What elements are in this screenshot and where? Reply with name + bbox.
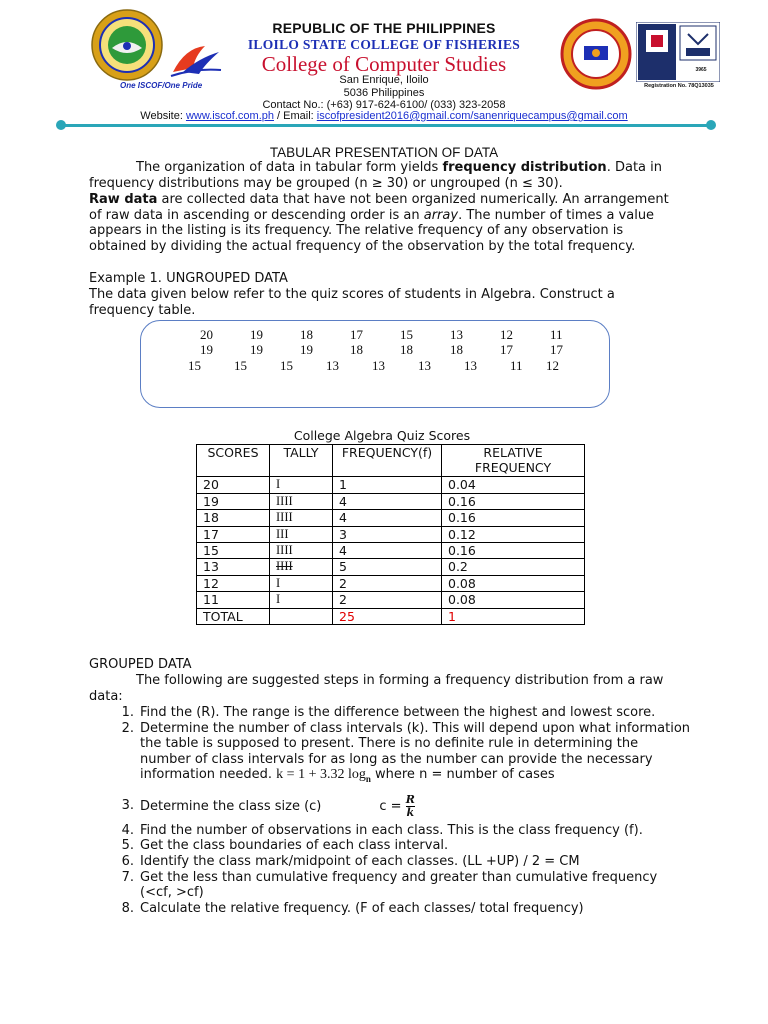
cell-score: 18 (197, 510, 270, 526)
cell-frequency: 1 (333, 477, 442, 493)
col-header-relative: RELATIVE FREQUENCY (442, 445, 585, 477)
cell-score: 13 (197, 559, 270, 575)
cell-tally: IIII (270, 559, 333, 575)
col-header-frequency: FREQUENCY(f) (333, 445, 442, 477)
raw-value: 19 (200, 342, 213, 357)
divider-dot-right (706, 120, 716, 130)
cell-tally: IIII (270, 510, 333, 526)
cell-relative: 0.2 (442, 559, 585, 575)
raw-value: 13 (464, 358, 477, 373)
cell-tally: I (270, 575, 333, 591)
raw-value: 13 (418, 358, 431, 373)
cell-score: 12 (197, 575, 270, 591)
header-divider (60, 124, 710, 127)
grouped-intro: The following are suggested steps in forming a frequency distribution from a raw data: (89, 673, 664, 704)
list-item: 1. Find the (R). The range is the difference between the highest and lowest score. (100, 705, 690, 721)
formula-k-a: k = 1 + 3.32 log (276, 767, 366, 783)
header-contact: Contact No.: (+63) 917-624-6100/ (033) 323-2058 (262, 99, 506, 111)
formula-k-b: where n = number of cases (370, 767, 555, 783)
header-republic: REPUBLIC OF THE PHILIPPINES (272, 20, 496, 36)
raw-value: 17 (550, 342, 563, 357)
raw-value: 19 (250, 342, 263, 357)
intro-p1-text-a: The organization of data in tabular form yields (136, 160, 443, 175)
page-title: TABULAR PRESENTATION OF DATA (269, 145, 499, 160)
intro-p2-bold: Raw data (89, 192, 158, 207)
list-item: 5. Get the class boundaries of each class interval. (100, 838, 690, 854)
raw-value: 18 (350, 342, 363, 357)
cell-relative: 0.08 (442, 592, 585, 608)
raw-value: 13 (450, 327, 463, 342)
cell-tally: I (270, 477, 333, 493)
cell-frequency: 4 (333, 510, 442, 526)
list-item: 7. Get the less than cumulative frequency and greater than cumulative frequency (<cf, >cf) (100, 870, 690, 901)
table-row (197, 592, 585, 608)
raw-value: 20 (200, 327, 213, 342)
cell-relative: 0.08 (442, 575, 585, 591)
raw-value: 17 (500, 342, 513, 357)
raw-value: 18 (400, 342, 413, 357)
step-text: Get the class boundaries of each class interval. (140, 838, 449, 854)
raw-value: 19 (300, 342, 313, 357)
table-row (197, 477, 585, 493)
header-address1: San Enrique, Iloilo (339, 74, 429, 86)
divider-dot-left (56, 120, 66, 130)
intro-p1-text-b: . Data in frequency distributions may be grouped (n ≥ 30) or ungrouped (n ≤ 30). (89, 160, 662, 191)
cell-frequency: 2 (333, 575, 442, 591)
intro-p1-bold: frequency distribution (442, 160, 607, 175)
table-caption: College Algebra Quiz Scores (293, 428, 471, 443)
table-row (197, 559, 585, 575)
raw-value: 15 (188, 358, 201, 373)
cell-total-label: TOTAL (197, 608, 270, 624)
raw-row-2 (200, 342, 580, 358)
step-text: Find the (R). The range is the difference between the highest and lowest score. (140, 705, 656, 720)
slogan-text: One ISCOF/One Pride (120, 81, 203, 90)
cell-frequency: 2 (333, 592, 442, 608)
email-link[interactable]: iscofpresident2016@gmail.com/sanenriquecampus@gmail.com (316, 110, 628, 122)
step-text: Determine the number of class intervals (k). This will depend upon what information the table is supposed to present. There is no definite rule in determining the number of class intervals for as long as the number can provide the necessary information needed. (140, 720, 691, 783)
raw-value: 12 (500, 327, 513, 342)
cell-relative: 0.16 (442, 542, 585, 558)
raw-value: 13 (372, 358, 385, 373)
cell-score: 11 (197, 592, 270, 608)
list-item: 8. Calculate the relative frequency. (F of each classes/ total frequency) (100, 901, 690, 917)
grouped-heading: GROUPED DATA (89, 657, 192, 672)
list-item: 4. Find the number of observations in each class. This is the class frequency (f). (100, 823, 690, 839)
frequency-table (196, 444, 585, 625)
example-text: The data given below refer to the quiz scores of students in Algebra. Construct a frequency table. (89, 287, 615, 318)
website-label: Website: (140, 110, 186, 122)
cell-score: 20 (197, 477, 270, 493)
raw-value: 15 (400, 327, 413, 342)
col-header-tally: TALLY (270, 445, 333, 477)
formula-k-sub: n (365, 774, 371, 785)
cell-total-empty (270, 608, 333, 624)
intro-p2-text-b: . The number of times a value appears in the listing is its frequency. The relative frequency of any observation is obtained by dividing the actual frequency of the observation by the total frequency. (89, 207, 655, 254)
list-item: 3. Determine the class size (c) c = $\frac{R}{k}$ (121, 792, 415, 819)
raw-value: 18 (450, 342, 463, 357)
table-row (197, 493, 585, 509)
intro-paragraph-2 (89, 192, 677, 254)
intro-paragraph-1 (89, 160, 677, 191)
table-row (197, 575, 585, 591)
raw-value: 11 (550, 327, 563, 342)
raw-value: 15 (280, 358, 293, 373)
header-web-line (0, 110, 768, 122)
table-header-row (197, 445, 585, 477)
step-text: Find the number of observations in each class. This is the class frequency (f). (140, 822, 643, 838)
intro-p2-text-a: are collected data that have not been organized numerically. An arrangement of raw data in ascending or descending order is an (89, 192, 669, 223)
step-text: Identify the class mark/midpoint of each classes. (LL +UP) / 2 = CM (140, 853, 580, 869)
cell-relative: 0.16 (442, 510, 585, 526)
raw-row-1 (200, 327, 580, 343)
cell-tally: III (270, 526, 333, 542)
raw-row-3 (188, 358, 576, 374)
list-item: 6. Identify the class mark/midpoint of each classes. (LL +UP) / 2 = CM (100, 854, 690, 870)
list-item: 2. Determine the number of class intervals (k). This will depend upon what information the table is supposed to present. There is no definite rule in determining the number of class intervals for as long as the number can provide the necessary information needed. k = 1 + 3.32 $\log_n$ where n = number of cases (100, 721, 690, 788)
cell-relative: 0.12 (442, 526, 585, 542)
cell-relative: 0.04 (442, 477, 585, 493)
header-address2: 5036 Philippines (343, 87, 425, 99)
intro-p2-italic: array (423, 207, 459, 223)
cell-relative: 0.16 (442, 493, 585, 509)
cell-score: 15 (197, 542, 270, 558)
registration-number: Registration No. 78Q13035 (644, 83, 714, 89)
table-total-row (197, 608, 585, 624)
steps-list (100, 705, 690, 916)
table-row (197, 542, 585, 558)
raw-value: 15 (234, 358, 247, 373)
raw-value: 17 (350, 327, 363, 342)
step-text: Get the less than cumulative frequency and greater than cumulative frequency (<cf, >cf) (140, 869, 658, 901)
cell-frequency: 3 (333, 526, 442, 542)
step-text: Calculate the relative frequency. (F of each classes/ total frequency) (140, 900, 584, 916)
website-link[interactable]: www.iscof.com.ph (185, 110, 274, 122)
cell-tally: IIII (270, 542, 333, 558)
cell-score: 19 (197, 493, 270, 509)
cell-tally: IIII (270, 493, 333, 509)
formula-c-den: k (406, 805, 415, 819)
step-text: Determine the class size (c) (140, 798, 322, 814)
table-row (197, 526, 585, 542)
example-heading: Example 1. UNGROUPED DATA (89, 271, 288, 286)
raw-value: 11 (510, 358, 523, 373)
raw-value: 18 (300, 327, 313, 342)
formula-c-lhs: c = (379, 798, 406, 814)
cell-total-frequency: 25 (333, 608, 442, 624)
step-2 (140, 721, 690, 788)
raw-value: 19 (250, 327, 263, 342)
formula-c-fraction (406, 794, 415, 819)
raw-value: 13 (326, 358, 339, 373)
cell-tally: I (270, 592, 333, 608)
ukas-number: 3965 (695, 67, 707, 73)
col-header-scores: SCORES (197, 445, 270, 477)
table-row (197, 510, 585, 526)
raw-value: 12 (546, 358, 559, 373)
cell-frequency: 4 (333, 542, 442, 558)
header-college-name: ILOILO STATE COLLEGE OF FISHERIES (247, 37, 521, 52)
cell-score: 17 (197, 526, 270, 542)
header-ccs: College of Computer Studies (261, 52, 507, 76)
cell-total-relative: 1 (442, 608, 585, 624)
email-label: / Email: (273, 110, 317, 122)
cell-frequency: 4 (333, 493, 442, 509)
formula-c-num: R (405, 792, 415, 806)
cell-frequency: 5 (333, 559, 442, 575)
